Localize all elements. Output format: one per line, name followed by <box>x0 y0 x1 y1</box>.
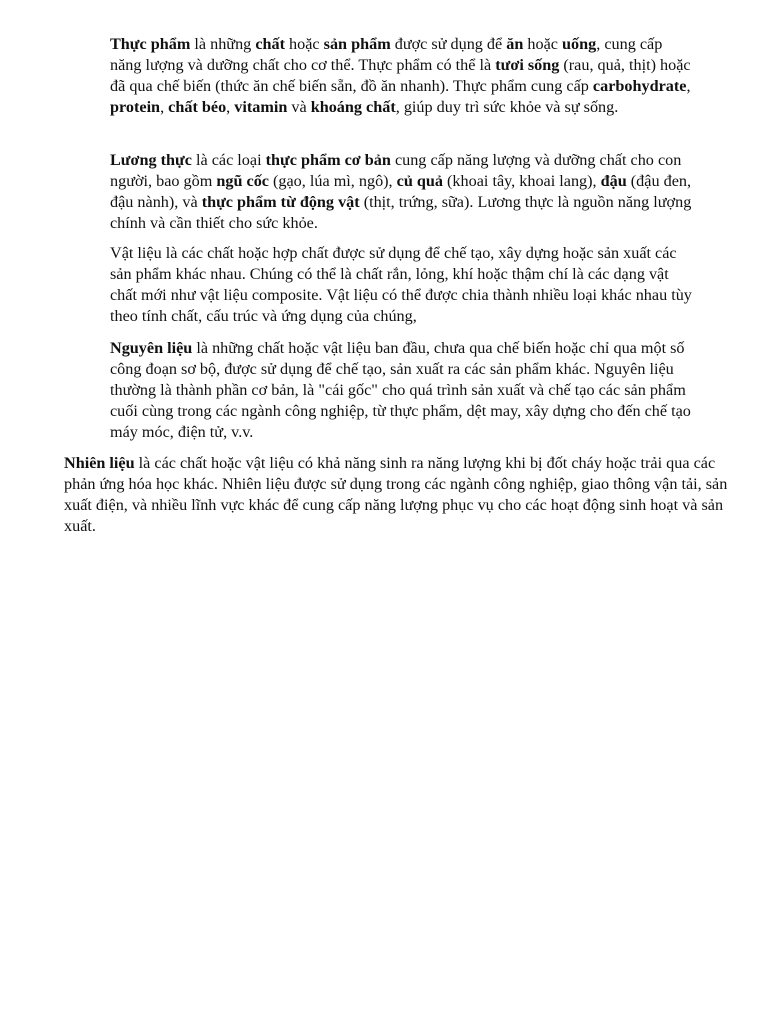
bold-term: uống <box>562 35 597 53</box>
text-run: hoặc <box>285 35 324 53</box>
paragraph-thuc-pham <box>110 34 695 118</box>
text-run: , <box>160 98 169 116</box>
bold-term: khoáng chất <box>310 98 396 116</box>
bold-term: chất <box>255 35 285 53</box>
paragraph-nguyen-lieu <box>110 338 695 443</box>
text-run: là những chất hoặc vật liệu ban đầu, chưa qua chế biến hoặc chỉ qua một số công đoạn sơ bộ, được sử dụng để chế tạo, sản xuất ra các sản phẩm khác. Nguyên liệu thường là thành phần cơ bản, là "cái gốc" cho quá trình sản xuất và chế tạo các sản phẩm cuối cùng trong các ngành công nghiệp, từ thực phẩm, dệt may, xây dựng cho đến chế tạo máy móc, điện tử, v.v. <box>110 339 691 441</box>
bold-term: thực phẩm cơ bản <box>265 151 391 169</box>
text-run: được sử dụng để <box>390 35 507 53</box>
text-run: (rau, quả, thịt) hoặc đã qua chế biến (thức ăn chế biến sẵn, đồ ăn nhanh). Thực phẩm cung cấp <box>110 56 691 95</box>
text-run: , <box>226 98 235 116</box>
bold-term: củ quả <box>396 172 443 190</box>
bold-term: Nguyên liệu <box>110 339 193 357</box>
text-run: Vật liệu là các chất hoặc hợp chất được sử dụng để chế tạo, xây dựng hoặc sản xuất các sản phẩm khác nhau. Chúng có thể là chất rắn, lỏng, khí hoặc thậm chí là các dạng vật chất mới như vật liệu composite. Vật liệu có thể được chia thành nhiều loại khác nhau tùy theo tính chất, cấu trúc và ứng dụng của chúng, <box>110 244 692 325</box>
bold-term: sản phẩm <box>323 35 391 53</box>
bold-term: ăn <box>506 35 524 53</box>
text-run: , giúp duy trì sức khỏe và sự sống. <box>395 98 619 116</box>
bold-term: thực phẩm từ động vật <box>201 193 360 211</box>
paragraph-vat-lieu <box>110 243 695 327</box>
text-run: (thịt, trứng, sữa). Lương thực là nguồn năng lượng chính và cần thiết cho sức khỏe. <box>110 193 692 232</box>
text-run: (khoai tây, khoai lang), <box>443 172 601 190</box>
bold-term: Nhiên liệu <box>64 454 135 472</box>
text-run: (đậu đen, đậu nành), và <box>110 172 692 211</box>
paragraph-luong-thuc <box>110 150 695 234</box>
text-run: cung cấp năng lượng và dưỡng chất cho con người, bao gồm <box>110 151 682 190</box>
text-run: (gạo, lúa mì, ngô), <box>268 172 397 190</box>
bold-term: ngũ cốc <box>216 172 269 190</box>
text-run: là các loại <box>191 151 266 169</box>
paragraph-nhien-lieu <box>64 453 744 537</box>
bold-term: Thực phẩm <box>110 35 191 53</box>
bold-term: vitamin <box>234 98 288 116</box>
bold-term: carbohydrate <box>592 77 687 95</box>
bold-term: Lương thực <box>110 151 192 169</box>
text-run: là những <box>190 35 256 53</box>
bold-term: đậu <box>600 172 627 190</box>
bold-term: tươi sống <box>495 56 560 74</box>
text-run: , <box>686 77 691 95</box>
text-run: và <box>287 98 311 116</box>
text-run: , cung cấp năng lượng và dưỡng chất cho cơ thể. Thực phẩm có thể là <box>110 35 663 74</box>
text-run: hoặc <box>523 35 563 53</box>
bold-term: protein <box>110 98 161 116</box>
text-run: là các chất hoặc vật liệu có khả năng sinh ra năng lượng khi bị đốt cháy hoặc trải qua các phản ứng hóa học khác. Nhiên liệu được sử dụng trong các ngành công nghiệp, giao thông vận tải, sản xuất điện, và nhiều lĩnh vực khác để cung cấp năng lượng phục vụ cho các hoạt động sinh hoạt và sản xuất. <box>64 454 728 535</box>
bold-term: chất béo <box>168 98 227 116</box>
